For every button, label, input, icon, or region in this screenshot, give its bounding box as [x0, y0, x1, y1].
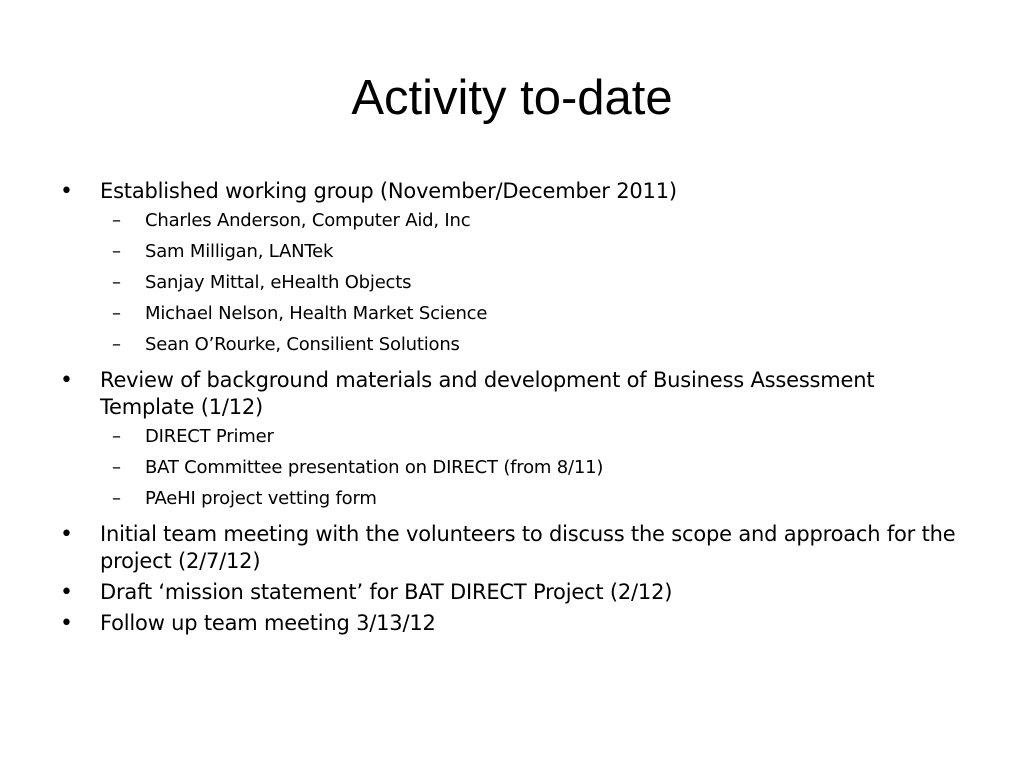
sub-text: Charles Anderson, Computer Aid, Inc [145, 210, 471, 231]
sub-text: Michael Nelson, Health Market Science [145, 303, 488, 324]
bullet-marker: • [60, 522, 73, 547]
sub-text: Sam Milligan, LANTek [145, 241, 334, 262]
sub-item [100, 301, 970, 332]
sub-marker: – [112, 334, 121, 355]
sub-text: PAeHI project vetting form [145, 488, 377, 509]
sub-marker: – [112, 272, 121, 293]
bullet-text: Initial team meeting with the volunteers to discuss the scope and approach for the project (2/7/12) [100, 522, 956, 573]
bullet-item [60, 521, 970, 575]
sub-list [100, 208, 970, 363]
sub-text: Sanjay Mittal, eHealth Objects [145, 272, 412, 293]
sub-item [100, 332, 970, 363]
bullet-marker: • [60, 179, 73, 204]
sub-item [100, 239, 970, 270]
sub-text: DIRECT Primer [145, 426, 274, 447]
bullet-text: Follow up team meeting 3/13/12 [100, 611, 436, 635]
sub-text: BAT Committee presentation on DIRECT (from 8/11) [145, 457, 604, 478]
sub-text: Sean O’Rourke, Consilient Solutions [145, 334, 460, 355]
sub-item [100, 208, 970, 239]
bullet-item [60, 579, 970, 606]
sub-item [100, 270, 970, 301]
sub-marker: – [112, 488, 121, 509]
bullet-item [60, 178, 970, 363]
slide-title: Activity to-date [351, 71, 673, 125]
sub-marker: – [112, 210, 121, 231]
sub-item [100, 486, 970, 517]
bullet-text: Review of background materials and development of Business Assessment Template (1/12) [100, 368, 875, 419]
bullet-marker: • [60, 580, 73, 605]
sub-marker: – [112, 303, 121, 324]
bullet-text: Draft ‘mission statement’ for BAT DIRECT Project (2/12) [100, 580, 673, 604]
sub-marker: – [112, 426, 121, 447]
sub-item [100, 455, 970, 486]
bullet-marker: • [60, 368, 73, 393]
sub-marker: – [112, 241, 121, 262]
sub-list [100, 424, 970, 517]
bullet-list [60, 178, 970, 641]
bullet-text: Established working group (November/December 2011) [100, 179, 677, 203]
bullet-item [60, 367, 970, 517]
sub-marker: – [112, 457, 121, 478]
bullet-item [60, 610, 970, 637]
bullet-marker: • [60, 611, 73, 636]
sub-item [100, 424, 970, 455]
